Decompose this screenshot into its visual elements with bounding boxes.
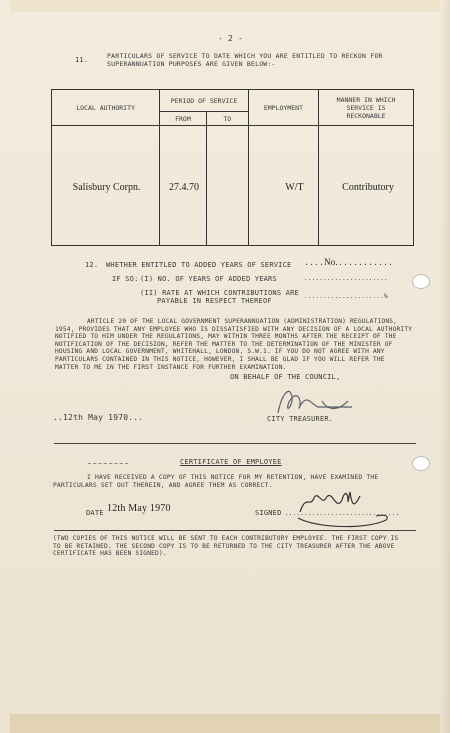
- header-manner-line: RECKONABLE: [346, 111, 386, 120]
- article-line: PARTICULARS CONTAINED IN THIS NOTICE, HOWEVER, I SHALL BE GLAD IF YOU WILL REFER THE: [55, 355, 385, 363]
- section-11-line: PARTICULARS OF SERVICE TO DATE WHICH YOU ARE ENTITLED TO RECKON FOR: [107, 52, 383, 60]
- punch-hole: [412, 274, 430, 289]
- header-employment: EMPLOYMENT: [248, 90, 318, 126]
- top-tape: [10, 0, 440, 12]
- page-number: - 2 -: [218, 34, 244, 43]
- header-manner: [319, 90, 414, 126]
- service-table: [51, 89, 414, 246]
- certificate-title: CERTIFICATE OF EMPLOYEE: [180, 458, 282, 466]
- article-line: NOTIFICATION OF THE DECISION, REFER THE MATTER TO THE DETERMINATION OF THE MINISTER OF: [55, 340, 393, 348]
- signed-dots: ..............................: [285, 510, 400, 517]
- signed-label: SIGNED: [255, 509, 282, 517]
- employee-signature: [296, 486, 392, 530]
- article-line: ARTICLE 20 OF THE LOCAL GOVERNMENT SUPERANNUATION (ADMINISTRATION) REGULATIONS,: [87, 318, 398, 325]
- certificate-line: PARTICULARS SET OUT THEREIN, AND AGREE THEM AS CORRECT.: [53, 482, 273, 489]
- header-local-authority: LOCAL AUTHORITY: [52, 90, 160, 126]
- item-i-label: (I) NO. OF YEARS OF ADDED YEARS: [140, 275, 277, 283]
- header-manner-line: SERVICE IS: [346, 103, 386, 112]
- section-12-number: 12.: [85, 261, 99, 269]
- date-label: DATE: [86, 509, 104, 517]
- section-11-number: 11.: [75, 56, 89, 64]
- copies-note: [53, 535, 398, 558]
- cell-authority: Salisbury Corpn.: [52, 126, 160, 246]
- divider: [54, 530, 416, 531]
- page-edge-shadow: [440, 0, 450, 733]
- header-from: FROM: [160, 112, 207, 126]
- cell-from: 27.4.70: [160, 126, 207, 246]
- decorative-dash: [88, 463, 128, 464]
- article-line: 1954, PROVIDES THAT ANY EMPLOYEE WHO IS DISSATISFIED WITH ANY DECISION OF A LOCAL AUTHORITY: [55, 325, 413, 333]
- note-line: TO BE RETAINED. THE SECOND COPY IS TO BE RETURNED TO THE CITY TREASURER AFTER THE ABOVE: [53, 542, 395, 550]
- certificate-line: I HAVE RECEIVED A COPY OF THIS NOTICE FOR MY RETENTION, HAVE EXAMINED THE: [87, 474, 379, 481]
- article-paragraph: [55, 318, 412, 371]
- answer-dots: ...........: [337, 258, 394, 267]
- bottom-tape: [10, 714, 440, 733]
- article-line: NOTIFIED TO HIM UNDER THE REGULATIONS, MAY WITHIN THREE MONTHS AFTER THE RECEIPT OF THE: [55, 333, 397, 341]
- header-period-of-service: PERIOD OF SERVICE: [160, 90, 249, 112]
- article-line: MATTER TO ME IN THE FIRST INSTANCE FOR FURTHER EXAMINATION.: [55, 363, 287, 371]
- header-to: TO: [206, 112, 248, 126]
- divider: [54, 443, 416, 444]
- section-11-line: SUPERANNUATION PURPOSES ARE GIVEN BELOW:-: [107, 60, 276, 68]
- on-behalf-of-council: ON BEHALF OF THE COUNCIL,: [230, 373, 341, 381]
- if-so-label: IF SO:: [112, 275, 139, 283]
- issue-date: ..12th May 1970...: [53, 413, 144, 422]
- table-row: [52, 126, 414, 246]
- section-12-answer: ....No............: [304, 257, 394, 267]
- note-line: CERTIFICATE HAS BEEN SIGNED).: [53, 550, 167, 558]
- article-line: HOUSING AND LOCAL GOVERNMENT, WHITEHALL, LONDON, S.W.1. IF YOU DO NOT AGREE WITH ANY: [55, 348, 385, 356]
- section-12-question: WHETHER ENTITLED TO ADDED YEARS OF SERVICE: [106, 261, 292, 269]
- note-line: (TWO COPIES OF THIS NOTICE WILL BE SENT TO EACH CONTRIBUTORY EMPLOYEE. THE FIRST COPY IS: [53, 535, 399, 542]
- item-i-dots: ......................: [304, 275, 388, 282]
- item-ii-line: (II) RATE AT WHICH CONTRIBUTIONS ARE: [140, 289, 299, 297]
- item-ii-dots: .....................%: [304, 293, 388, 300]
- section-11-text: [107, 52, 383, 68]
- city-treasurer-label: CITY TREASURER.: [267, 415, 334, 423]
- punch-hole: [412, 456, 430, 471]
- certificate-date: [107, 505, 171, 513]
- cell-manner: Contributory: [319, 126, 414, 246]
- item-ii-label: [140, 289, 299, 305]
- certificate-date-value: 12th May 1970: [107, 503, 171, 514]
- cell-to: [206, 126, 248, 246]
- added-years-answer: No.: [324, 257, 338, 267]
- item-ii-line: PAYABLE IN RESPECT THEREOF: [157, 297, 272, 305]
- header-manner-line: MANNER IN WHICH: [336, 95, 396, 104]
- cell-employment: W/T: [248, 126, 318, 246]
